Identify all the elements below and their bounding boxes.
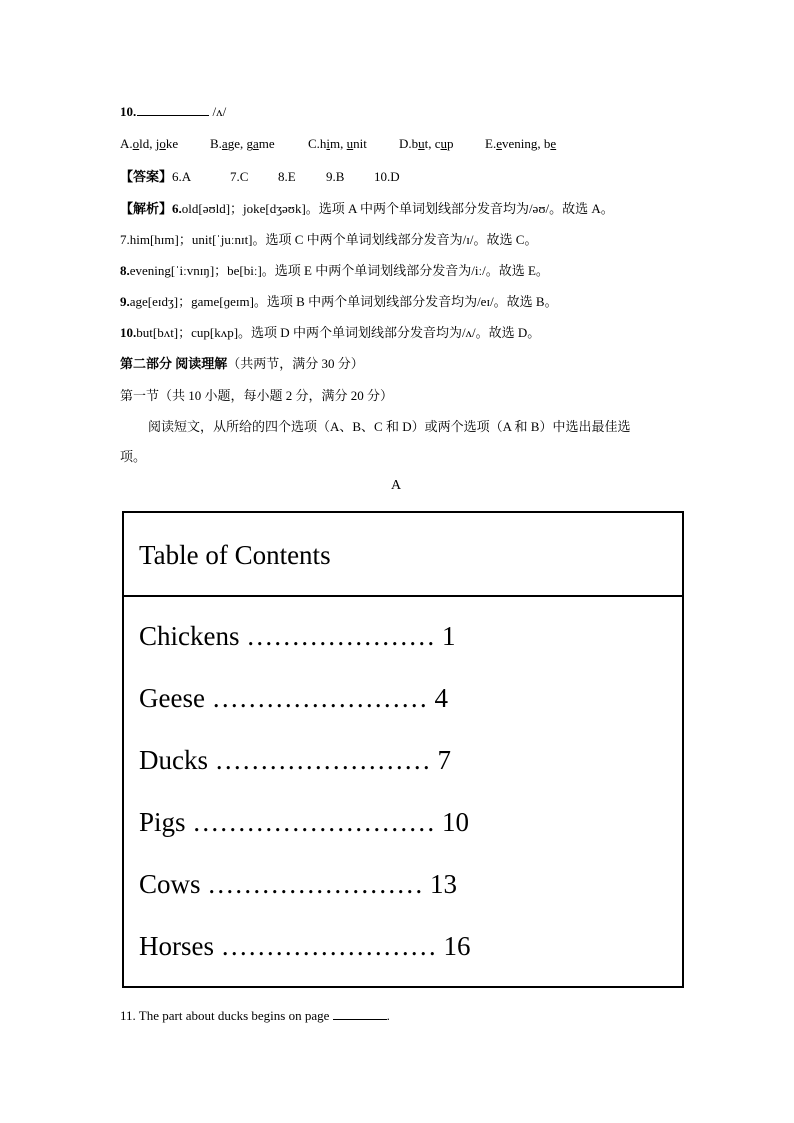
toc-row: Chickens ………………… 1 xyxy=(139,621,456,651)
phonetic-symbol: /ʌ/ xyxy=(212,104,227,119)
underlined-letter: e xyxy=(496,136,502,151)
analysis-text: but[bʌt]；cup[kʌp]。选项 D 中两个单词划线部分发音均为/ʌ/。故选 D。 xyxy=(136,325,541,340)
table-of-contents xyxy=(122,511,684,988)
option-text: p xyxy=(447,136,454,151)
option-text: me xyxy=(258,136,275,151)
option-letter: A. xyxy=(120,136,133,151)
analysis-number: 9. xyxy=(120,294,130,309)
answer-item: 6.A xyxy=(172,169,192,184)
underlined-letter: u xyxy=(418,136,425,151)
instructions-text: 项。 xyxy=(120,449,147,464)
analysis-text: age[eɪdʒ]；game[ɡeɪm]。选项 B 中两个单词划线部分发音均为/eɪ/。故选 B。 xyxy=(129,294,558,309)
option-letter: E. xyxy=(485,136,497,151)
question-number: 10. xyxy=(120,104,137,119)
option-c xyxy=(308,136,399,152)
underlined-letter: o xyxy=(132,136,140,151)
analysis-text: 7.him[hɪm]；unit[ˈjuːnɪt]。选项 C 中两个单词划线部分发音为/ɪ/。故选 C。 xyxy=(120,232,538,247)
option-text: h xyxy=(319,136,327,151)
option-b xyxy=(210,136,308,152)
section1-heading xyxy=(120,385,393,404)
toc-title: Table of Contents xyxy=(124,513,682,597)
analysis-text: old[əʊld]；joke[dʒəʊk]。选项 A 中两个单词划线部分发音均为/əʊ/。故选 A。 xyxy=(181,201,614,216)
option-d xyxy=(399,136,485,152)
option-text: b xyxy=(411,136,419,151)
analysis-label: 【解析】 xyxy=(120,201,173,216)
question-11 xyxy=(120,1008,390,1024)
option-text: ld, j xyxy=(139,136,160,151)
analysis-number: 6. xyxy=(172,201,182,216)
option-text: ke xyxy=(165,136,179,151)
question-10-options xyxy=(120,136,556,152)
underlined-letter: a xyxy=(221,136,228,151)
analysis-text: evening[ˈiːvnɪŋ]；be[biː]。选项 E 中两个单词划线部分发音为/iː/。故选 E。 xyxy=(129,263,549,278)
instructions-text: 阅读短文，从所给的四个选项（A、B、C 和 D）或两个选项（A 和 B）中选出最佳选 xyxy=(148,419,631,434)
analysis-line-9 xyxy=(120,291,558,310)
underlined-letter: e xyxy=(550,136,557,151)
question-10 xyxy=(120,104,226,120)
option-text: m, xyxy=(330,136,347,151)
analysis-line-7 xyxy=(120,229,537,248)
question-text: 11. The part about ducks begins on page xyxy=(120,1008,333,1023)
underlined-letter: i xyxy=(326,136,331,151)
section-heading-text: 第一节（共 10 小题，每小题 2 分，满分 20 分） xyxy=(120,388,394,403)
toc-row: Pigs ……………………… 10 xyxy=(139,807,470,837)
answer-item: 8.E xyxy=(278,169,296,184)
toc-row: Ducks …………………… 7 xyxy=(139,745,451,775)
toc-row: Cows …………………… 13 xyxy=(139,869,458,899)
option-a xyxy=(120,136,210,152)
underlined-letter: u xyxy=(440,136,448,151)
underlined-letter: a xyxy=(252,136,259,151)
underlined-letter: o xyxy=(159,136,166,151)
underlined-letter: u xyxy=(346,136,354,151)
toc-row: Horses …………………… 16 xyxy=(139,931,471,961)
answer-item: 9.B xyxy=(326,169,345,184)
option-text: nit xyxy=(353,136,367,151)
option-letter: B. xyxy=(210,136,222,151)
option-text: vening, b xyxy=(501,136,551,151)
answer-item: 10.D xyxy=(374,169,400,184)
answer-line xyxy=(120,166,400,185)
analysis-line-6 xyxy=(120,198,614,217)
part2-title xyxy=(120,353,364,372)
question-text-end: . xyxy=(386,1008,390,1023)
answer-blank xyxy=(137,105,209,116)
option-e xyxy=(485,136,556,152)
answer-label: 【答案】 xyxy=(120,169,173,184)
part-heading-note: （共两节，满分 30 分） xyxy=(227,356,364,371)
instructions-line-2 xyxy=(120,446,146,465)
answer-blank xyxy=(333,1009,387,1020)
answer-item: 7.C xyxy=(230,169,249,184)
analysis-number: 8. xyxy=(120,263,130,278)
toc-row: Geese …………………… 4 xyxy=(139,683,448,713)
option-text: ge, g xyxy=(227,136,253,151)
option-text: t, c xyxy=(424,136,441,151)
option-letter: C. xyxy=(308,136,320,151)
instructions-line-1 xyxy=(148,416,630,435)
part-heading: 第二部分 阅读理解 xyxy=(120,356,228,371)
analysis-number: 10. xyxy=(120,325,137,340)
option-letter: D. xyxy=(399,136,412,151)
passage-label: A xyxy=(391,478,402,493)
analysis-line-8 xyxy=(120,260,549,279)
analysis-line-10 xyxy=(120,322,540,341)
